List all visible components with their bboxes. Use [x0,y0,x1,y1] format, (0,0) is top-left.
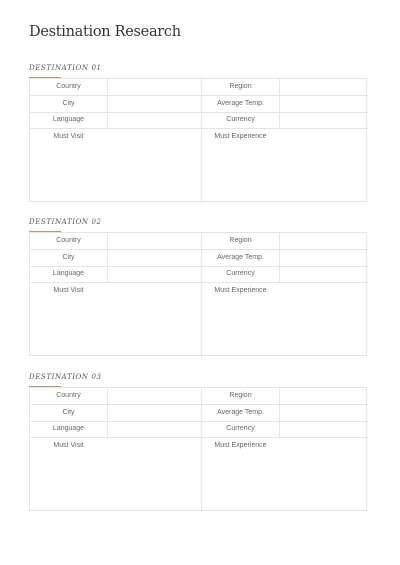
language-field[interactable] [108,112,201,128]
language-label: Language [52,116,85,123]
region-field[interactable] [280,79,368,95]
must-experience-label: Must Experience [214,287,267,294]
currency-label: Currency [226,425,255,432]
region-label: Region [229,83,252,90]
destination-grid [29,232,367,356]
region-label: Region [229,237,252,244]
must-visit-area[interactable] [30,454,201,510]
must-visit-area[interactable] [30,299,201,355]
must-experience-label: Must Experience [214,442,267,449]
must-experience-area[interactable] [202,299,367,355]
country-field[interactable] [108,79,201,95]
currency-label: Currency [226,270,255,277]
language-label: Language [52,270,85,277]
average-temp-field[interactable] [280,405,368,421]
must-experience-area[interactable] [202,454,367,510]
must-visit-area[interactable] [30,145,201,201]
city-label: City [62,254,75,261]
language-label: Language [52,425,85,432]
country-label: Country [56,237,81,244]
average-temp-field[interactable] [280,250,368,266]
region-field[interactable] [280,388,368,404]
currency-field[interactable] [280,266,368,282]
destination-grid [29,387,367,511]
must-visit-label: Must Visit [53,442,84,449]
average-temp-label: Average Temp. [217,409,264,416]
average-temp-label: Average Temp. [217,100,264,107]
section-label: DESTINATION 02 [29,218,102,226]
must-visit-label: Must Visit [53,287,84,294]
city-label: City [62,409,75,416]
average-temp-field[interactable] [280,96,368,112]
section-label: DESTINATION 01 [29,64,102,72]
country-field[interactable] [108,388,201,404]
must-experience-area[interactable] [202,145,367,201]
language-field[interactable] [108,421,201,437]
currency-field[interactable] [280,421,368,437]
must-visit-label: Must Visit [53,133,84,140]
region-label: Region [229,392,252,399]
city-label: City [62,100,75,107]
destination-grid [29,78,367,202]
city-field[interactable] [108,250,201,266]
must-experience-label: Must Experience [214,133,267,140]
section-label: DESTINATION 03 [29,373,102,381]
city-field[interactable] [108,405,201,421]
region-field[interactable] [280,233,368,249]
currency-label: Currency [226,116,255,123]
country-label: Country [56,392,81,399]
country-label: Country [56,83,81,90]
city-field[interactable] [108,96,201,112]
language-field[interactable] [108,266,201,282]
country-field[interactable] [108,233,201,249]
page-title: Destination Research [29,24,181,40]
currency-field[interactable] [280,112,368,128]
average-temp-label: Average Temp. [217,254,264,261]
